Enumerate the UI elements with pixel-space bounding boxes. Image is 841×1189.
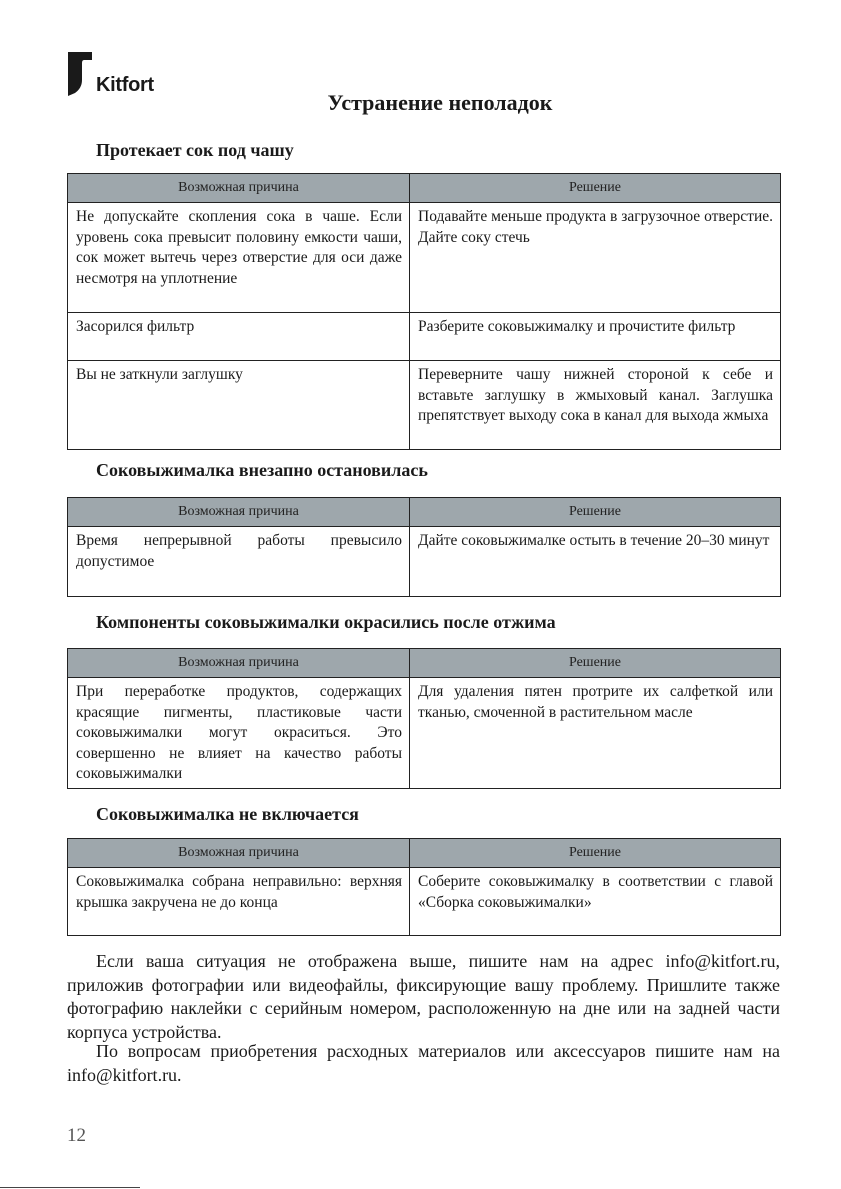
cause-cell: Засорился фильтр (68, 313, 410, 361)
column-header-solution: Решение (410, 649, 781, 678)
column-header-cause: Возможная причина (68, 498, 410, 527)
table-header-row (68, 649, 781, 678)
cause-cell: Соковыжималка собрана неправильно: верхняя крышка закручена не до конца (68, 868, 410, 936)
section-heading-stopped: Соковыжималка внезапно остановилась (96, 460, 428, 480)
troubleshoot-table-stained (67, 648, 781, 789)
solution-cell: Соберите соковыжималку в соответствии с главой «Сборка соковыжималки» (410, 868, 781, 936)
contact-paragraph: Если ваша ситуация не отображена выше, пишите нам на адрес info@kitfort.ru, приложив фотографии или видеофайлы, фиксирующие вашу проблему. Пришлите также фотографию наклейки с серийным номером, расположенную на дне или на задней части корпуса устройства. (67, 951, 780, 1042)
column-header-cause: Возможная причина (68, 649, 410, 678)
troubleshoot-table-stopped (67, 497, 781, 597)
page-number: 12 (67, 1125, 86, 1146)
table-header-row (68, 498, 781, 527)
page-title: Устранение неполадок (327, 90, 553, 115)
column-header-cause: Возможная причина (68, 839, 410, 868)
cause-cell: При переработке продуктов, содержащих красящие пигменты, пластиковые части соковыжималки могут окраситься. Это совершенно не влияет на качество работы соковыжималки (68, 678, 410, 789)
table-row (68, 527, 781, 597)
solution-cell: Дайте соковыжималке остыть в течение 20–30 минут (410, 527, 781, 597)
solution-cell: Разберите соковыжималку и прочистите фильтр (410, 313, 781, 361)
solution-cell: Подавайте меньше продукта в загрузочное отверстие. Дайте соку стечь (410, 203, 781, 313)
section-heading-no-power: Соковыжималка не включается (96, 804, 359, 824)
section-heading-leak: Протекает сок под чашу (96, 140, 294, 160)
table-row (68, 678, 781, 789)
table-row (68, 361, 781, 450)
section-heading-stained: Компоненты соковыжималки окрасились после отжима (96, 612, 556, 632)
solution-cell: Для удаления пятен протрите их салфеткой или тканью, смоченной в растительном масле (410, 678, 781, 789)
cause-cell: Не допускайте скопления сока в чаше. Если уровень сока превысит половину емкости чаши, сок может вытечь через отверстие для оси даже несмотря на уплотнение (68, 203, 410, 313)
solution-cell: Переверните чашу нижней стороной к себе и вставьте заглушку в жмыховый канал. Заглушка препятствует выходу сока в канал для выхода жмыха (410, 361, 781, 450)
column-header-solution: Решение (410, 498, 781, 527)
column-header-solution: Решение (410, 174, 781, 203)
troubleshoot-table-leak (67, 173, 781, 450)
column-header-cause: Возможная причина (68, 174, 410, 203)
troubleshoot-table-no-power (67, 838, 781, 936)
cause-cell: Время непрерывной работы превысило допустимое (68, 527, 410, 597)
brand-name: Kitfort (96, 74, 154, 96)
accessories-paragraph: По вопросам приобретения расходных материалов или аксессуаров пишите нам на info@kitfort.ru. (67, 1041, 780, 1085)
table-row (68, 203, 781, 313)
cause-cell: Вы не заткнули заглушку (68, 361, 410, 450)
table-header-row (68, 174, 781, 203)
bottom-divider (0, 1187, 140, 1188)
table-header-row (68, 839, 781, 868)
table-row (68, 868, 781, 936)
column-header-solution: Решение (410, 839, 781, 868)
table-row (68, 313, 781, 361)
